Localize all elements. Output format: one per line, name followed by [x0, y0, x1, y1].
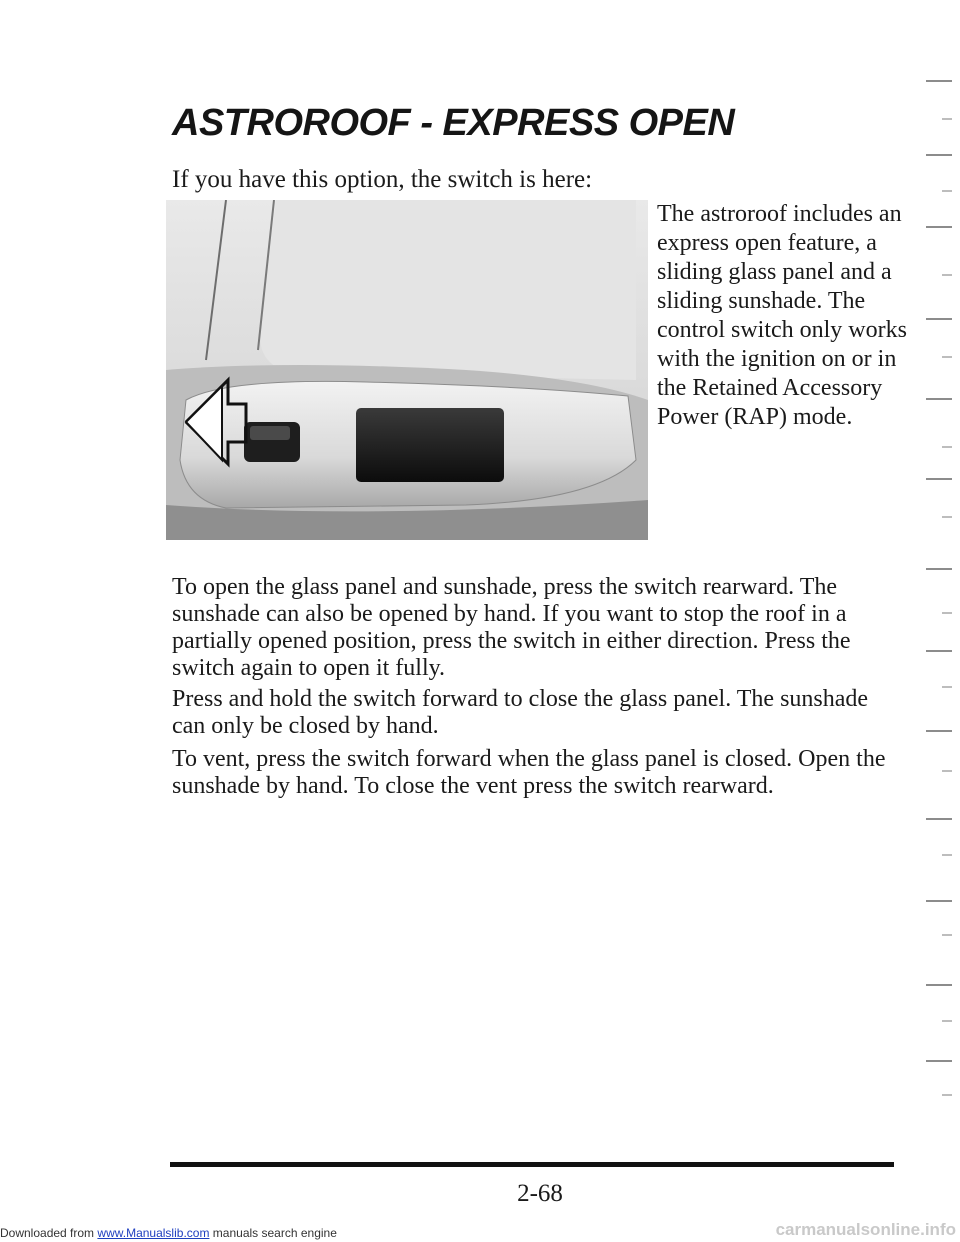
side-description: The astroroof includes an express open feature, a sliding glass panel and a sliding sunshade. The control switch only works with the ignition on or in the Retained Accessory Power (RAP) mode.: [657, 201, 907, 430]
paragraph-open: To open the glass panel and sunshade, press the switch rearward. The sunshade can also be opened by hand. If you want to stop the roof in a partially opened position, press the switch in either direction. Press the switch again to open it fully.: [172, 574, 851, 681]
download-footer: [0, 1226, 337, 1240]
footer-suffix: manuals search engine: [212, 1226, 337, 1240]
paragraph-vent: To vent, press the switch forward when the glass panel is closed. Open the sunshade by hand. To close the vent press the switch rearward.: [172, 746, 886, 799]
bottom-rule: [170, 1162, 894, 1167]
margin-tab-marks: [914, 60, 954, 1120]
manualslib-link[interactable]: www.Manualslib.com: [97, 1226, 210, 1240]
intro-text: If you have this option, the switch is here:: [172, 166, 593, 193]
watermark: carmanualsonline.info: [775, 1220, 956, 1239]
switch-photo: [166, 200, 648, 540]
paragraph-close: Press and hold the switch forward to close the glass panel. The sunshade can only be closed by hand.: [172, 686, 869, 739]
footer-prefix: Downloaded from: [0, 1226, 95, 1240]
page-number: 2-68: [517, 1180, 563, 1207]
page-title: ASTROROOF - EXPRESS OPEN: [172, 102, 735, 144]
